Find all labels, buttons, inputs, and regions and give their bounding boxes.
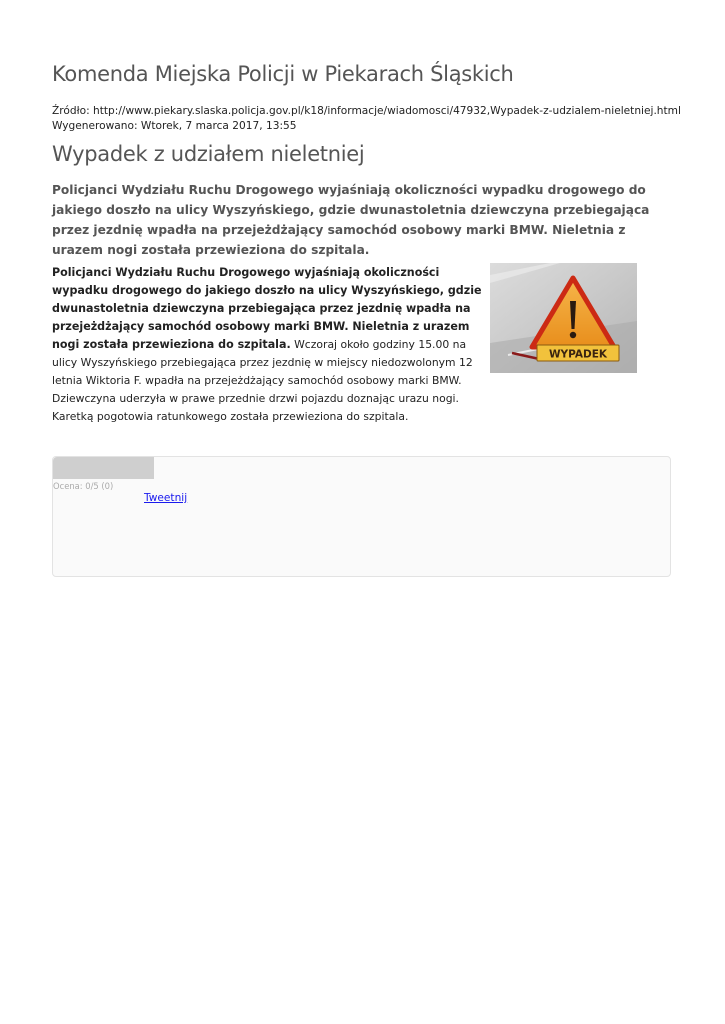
article-lead: Policjanci Wydziału Ruchu Drogowego wyjaśniają okoliczności wypadku drogowego do jakiego doszło na ulicy Wyszyńskiego, gdzie dwunastoletnia dziewczyna przebiegająca przez jezdnię wpadła na przejeżdżający samochód osobowy marki BMW. Nieletnia z urazem nogi została przewieziona do szpitala.	[52, 183, 650, 257]
generated-date: Wygenerowano: Wtorek, 7 marca 2017, 13:55	[52, 120, 297, 132]
document-meta	[52, 104, 681, 134]
rating-label: Ocena: 0/5 (0)	[53, 481, 114, 491]
source-url: Źródło: http://www.piekary.slaska.policja.gov.pl/k18/informacje/wiadomosci/47932,Wypadek-z-udzialem-nieletniej.html	[52, 105, 681, 117]
article-body-bold: Policjanci Wydziału Ruchu Drogowego wyjaśniają okoliczności wypadku drogowego do jakiego doszło na ulicy Wyszyńskiego, gdzie dwunastoletnia dziewczyna przebiegająca przez jezdnię wpadła na przejeżdżający samochód osobowy marki BMW. Nieletnia z urazem nogi została przewieziona do szpitala.	[52, 266, 482, 351]
warning-triangle-icon	[490, 263, 637, 373]
sign-text: WYPADEK	[548, 348, 608, 361]
article-body	[52, 264, 488, 426]
article-title: Wypadek z udziałem nieletniej	[52, 142, 365, 166]
tweet-link[interactable]: Tweetnij	[144, 492, 188, 504]
rating-share-panel	[52, 456, 671, 577]
rating-bar[interactable]	[53, 457, 154, 479]
accident-photo	[490, 263, 637, 373]
site-title: Komenda Miejska Policji w Piekarach Śląskich	[52, 62, 514, 86]
article-body-text: Wczoraj około godziny 15.00 na ulicy Wyszyńskiego przebiegająca przez jezdnię w miejscy niedozwolonym 12 letnia Wiktoria F. wpadła na przejeżdżający samochód osobowy marki BMW. Dziewczyna uderzyła w prawe przednie drzwi pojazdu doznając urazu nogi. Karetką pogotowia ratunkowego została przewieziona do szpitala.	[52, 338, 473, 423]
